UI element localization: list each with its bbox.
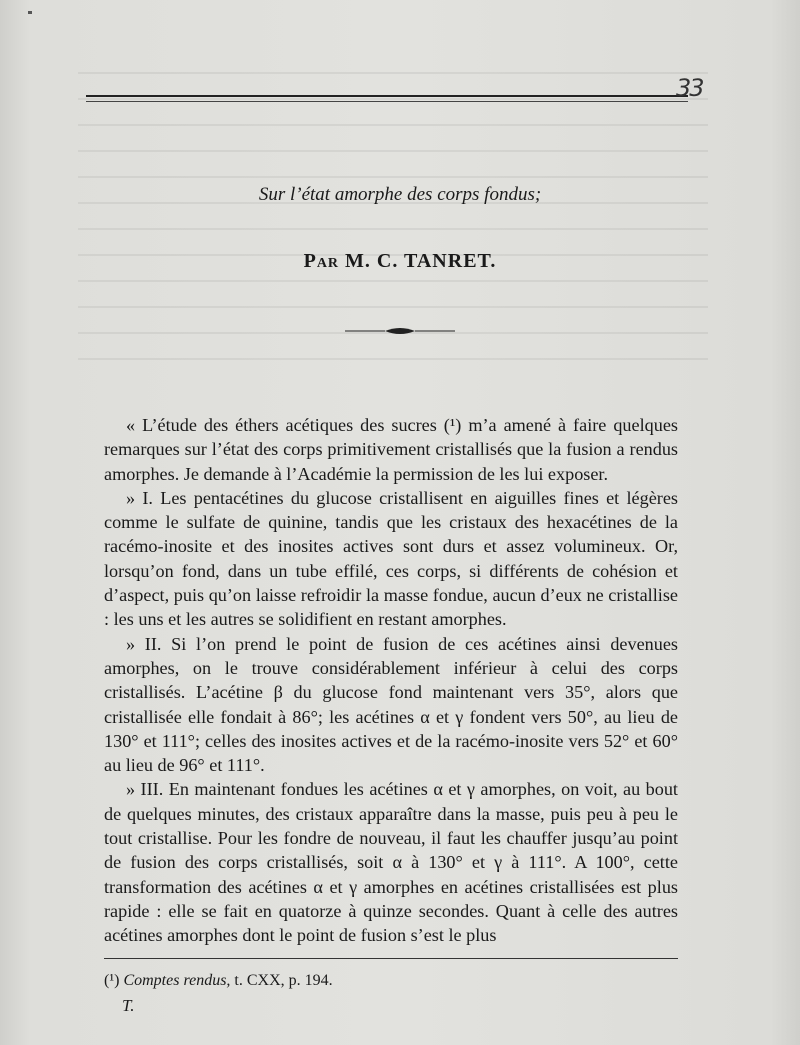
footnote-rule: [104, 958, 678, 959]
ornament-divider: [345, 325, 455, 337]
footnote-mark: (¹): [104, 972, 120, 989]
paragraph-section-3: » III. En maintenant fondues les acétines α et γ amorphes, on voit, au bout de quelques minutes, des cristaux apparaître dans la masse, puis peu à peu le tout cristallise. Pour les fondre de nouveau, il faut les chauffer jusqu’au point de fusion des corps cristallisés, soit α à 130° et γ à 111°. A 100°, cette transformation des acétines α et γ amorphes en acétines cristallisées est plus rapide : elle se fait en quatorze à quinze secondes. Quant à celle des autres acétines amorphes dont le point de fusion s’est le plus: [104, 779, 678, 946]
article-title: Sur l’état amorphe des corps fondus;: [258, 184, 542, 205]
header-rule: [86, 95, 688, 97]
show-through-texture: [78, 60, 708, 360]
footnote: [104, 970, 678, 992]
author-line: [0, 250, 800, 273]
footnote-reference: t. CXX, p. 194.: [234, 972, 333, 989]
author-prefix: Par: [303, 250, 340, 272]
author-name: M. C. TANRET.: [345, 250, 497, 272]
handwritten-page-number: 33: [676, 74, 703, 102]
print-speck: [28, 11, 32, 14]
paragraph-section-1: » I. Les pentacétines du glucose cristallisent en aiguilles fines et légères comme le sulfate de quinine, tandis que les cristaux des hexacétines de la racémo-inosite et des inosites actives sont durs et assez volumineux. Or, lorsqu’on fond, dans un tube effilé, ces corps, si différents de cohésion et d’aspect, puis qu’on laisse refroidir la masse fondue, aucun d’eux ne cristallise : les uns et les autres se solidifient en restant amorphes.: [104, 487, 678, 630]
footnote-source: Comptes rendus,: [123, 972, 231, 989]
body-text: [104, 413, 678, 948]
signature-initial: T.: [122, 996, 135, 1015]
paragraph-intro: « L’étude des éthers acétiques des sucres (¹) m’a amené à faire quelques remarques sur l’état des corps primitivement cristallisés que la fusion a rendus amorphes. Je demande à l’Académie la permission de les lui exposer.: [104, 415, 678, 484]
paragraph-section-2: » II. Si l’on prend le point de fusion de ces acétines ainsi devenues amorphes, on le trouve considérablement inférieur à celui des corps cristallisés. L’acétine β du glucose fond maintenant vers 35°, alors que cristallisée elle fondait à 86°; les acétines α et γ fondent vers 50°, au lieu de 130° et 111°; celles des inosites actives et de la racémo-inosite vers 52° et 60° au lieu de 96° et 111°.: [104, 633, 678, 776]
header-rule-thin: [86, 101, 688, 102]
